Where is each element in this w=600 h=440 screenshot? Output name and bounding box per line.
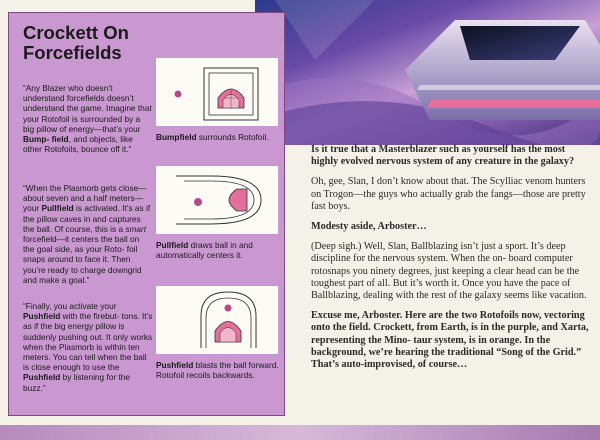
sidebar-title: Crockett On Forcefields (23, 22, 129, 63)
rotofoil-shape (229, 189, 247, 211)
question-2: Modesty aside, Arboster… (311, 221, 427, 233)
plasmorb-ball (175, 91, 182, 98)
plasmorb-ball (194, 198, 202, 206)
plasmorb-ball (225, 305, 232, 312)
forcefields-sidebar (8, 12, 285, 416)
pullfield-caption: Pullfield draws ball in and automatically centers it. (156, 240, 253, 261)
pushfield-paragraph: “Finally, you activate your Pushfield with the firebut- tons. It’s as if the big energy pillow is suddenly pushing out. It only works when the Plasmorb is within ten meters. You can tell when the ball is close enough to use the Pushfield by listening for the buzz.” (23, 301, 153, 393)
pullfield-diagram (156, 166, 278, 234)
rotofoil-craft-graphic (255, 0, 600, 145)
answer-2: (Deep sigh.) Well, Slan, Ballblazing isn’t just a sport. It’s deep discipline for the nervous system. When the on- board computer rotosnaps you ninety degrees, just keeping a clear head can be the toughest part of all. But it’s worth it. Once you have the pace of Ballblazing, dealing with the rest of the galaxy seems like vacation. (311, 241, 587, 302)
pushfield-diagram (156, 286, 278, 354)
interview-article (311, 144, 593, 379)
answer-1: Oh, gee, Slan, I don’t know about that. The Scylliac venom hunters on Trogon—the guys who actually grab the fangs—those are pretty fast boys. (311, 176, 586, 212)
question-3: Excuse me, Arboster. Here are the two Rotofoils now, vectoring onto the field. Crockett, from Earth, is in the purple, and Xarta, representing the Mino- taur system, is in orange. In the background, we’re hearing the traditional “Song of the Grid.” That’s auto-improvised, of course… (311, 310, 589, 371)
pullfield-paragraph: “When the Plasmorb gets close—about seven and a half meters—your Pullfield is activated. It’s as if the pillow caves in and captures the ball. Of course, this is a smart forcefield—it centers the ball on the goal side, as your Roto- foil snaps around to face it. Then you’re ready to charge downgrid and make a goal.” (23, 183, 151, 285)
bumpfield-paragraph: “Any Blazer who doesn’t understand forcefields doesn’t understand the game. Imagine that your Rotofoil is surrounded by a big pillow of energy—that’s your Bump- field, and objects, like other Rotofoils, bounce off it.” (23, 83, 152, 155)
pullfield-outline (176, 176, 261, 224)
bumpfield-diagram (156, 58, 278, 126)
bottom-bleed (0, 425, 600, 440)
pushfield-caption: Pushfield blasts the ball forward. Rotofoil recoils backwards. (156, 360, 279, 381)
rotofoil-illustration (255, 0, 600, 145)
question-1: Is it true that a Masterblazer such as yourself has the most highly evolved nervous system of any creature in the galaxy? (311, 144, 575, 168)
bumpfield-caption: Bumpfield surrounds Rotofoil. (156, 132, 269, 142)
